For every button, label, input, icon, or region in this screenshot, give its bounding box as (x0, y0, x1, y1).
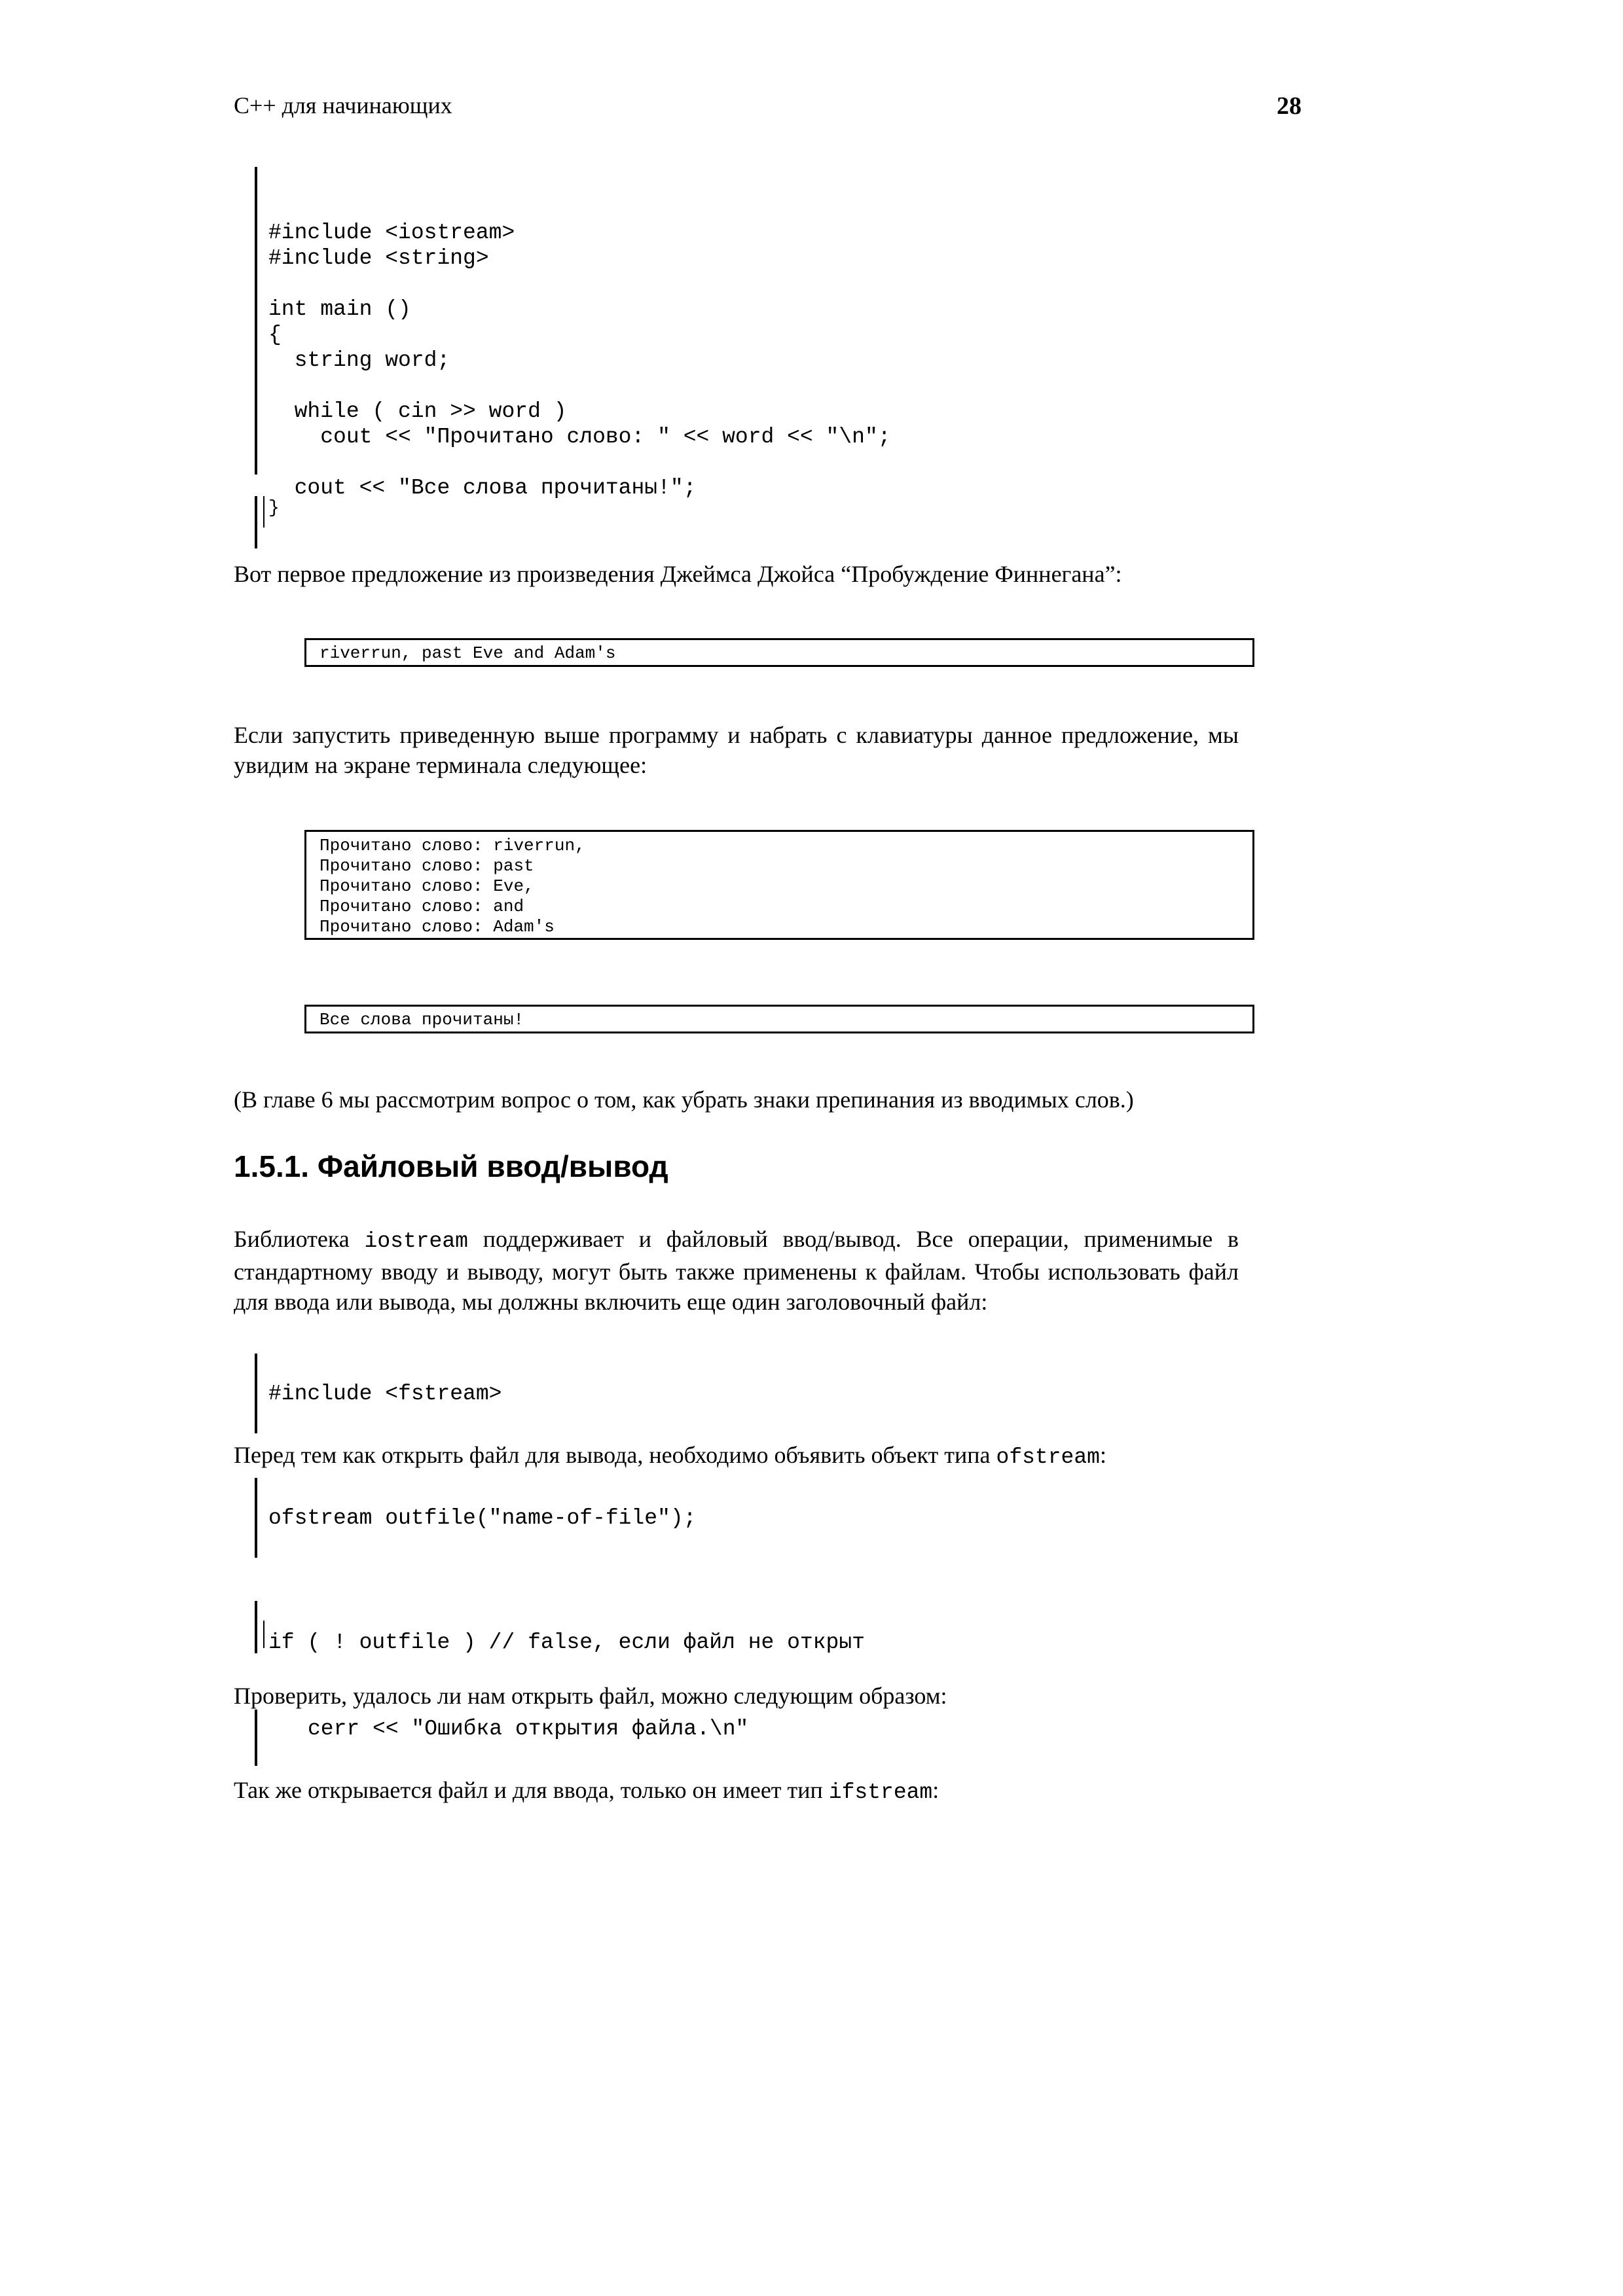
inline-code: ifstream (828, 1780, 933, 1804)
paragraph: (В главе 6 мы рассмотрим вопрос о том, как убрать знаки препинания из вводимых слов.) (234, 1086, 1134, 1113)
code-margin-bar-inner (263, 1621, 264, 1648)
output-line: Прочитано слово: past (319, 856, 534, 876)
output-line: Прочитано слово: riverrun, (319, 836, 585, 855)
paragraph-text: : (932, 1777, 939, 1803)
paragraph (234, 1775, 1239, 1808)
output-box-final (304, 1005, 1254, 1033)
output-text: Все слова прочитаны! (319, 1010, 524, 1030)
code-line (268, 271, 891, 296)
code-line: cout << "Прочитано слово: " << word << "\n"; (268, 425, 891, 449)
code-cerr: cerr << "Ошибка открытия файла.\n" (308, 1717, 749, 1741)
section-heading: 1.5.1. Файловый ввод/вывод (234, 1149, 668, 1183)
output-box-terminal (304, 830, 1254, 940)
code-line: string word; (268, 348, 450, 372)
output-line: Прочитано слово: and (319, 897, 524, 916)
code-block-main (268, 194, 891, 526)
code-line: { (268, 323, 282, 347)
code-line: #include <iostream> (268, 221, 515, 245)
paragraph-text: : (1099, 1442, 1106, 1468)
output-line: Прочитано слово: Eve, (319, 876, 534, 896)
output-box-sentence (304, 638, 1254, 667)
page-number: 28 (1277, 92, 1302, 120)
inline-code: ofstream (996, 1445, 1100, 1469)
paragraph (234, 1440, 1239, 1473)
code-if-outfile: if ( ! outfile ) // false, если файл не открыт (268, 1630, 865, 1655)
code-margin-bar (255, 496, 257, 548)
code-line (268, 450, 891, 475)
code-ofstream-decl: ofstream outfile("name-of-file"); (268, 1506, 697, 1530)
paragraph-text: Библиотека (234, 1226, 365, 1252)
paragraph-text: Перед тем как открыть файл для вывода, необходимо объявить объект типа (234, 1442, 996, 1468)
code-margin-bar-inner (263, 496, 264, 528)
running-title: C++ для начинающих (234, 92, 452, 118)
code-margin-bar (255, 1601, 257, 1653)
code-margin-bar (255, 167, 257, 475)
paragraph (234, 1224, 1239, 1317)
paragraph-text: поддерживает и файловый ввод/вывод. Все операции, применимые в стандартному вводу и выводу, могут быть также применены к файлам. Чтобы использовать файл для ввода или вывода, мы должны включить еще один заголовочный файл: (234, 1226, 1239, 1315)
paragraph: Проверить, удалось ли нам открыть файл, можно следующим образом: (234, 1683, 947, 1709)
code-margin-bar (255, 1354, 257, 1433)
code-margin-bar (255, 1710, 257, 1766)
paragraph: Если запустить приведенную выше программу и набрать с клавиатуры данное предложение, мы увидим на экране терминала следующее: (234, 722, 1239, 778)
output-text: riverrun, past Eve and Adam's (319, 643, 616, 663)
paragraph-text: Так же открывается файл и для ввода, только он имеет тип (234, 1777, 829, 1803)
output-line: Прочитано слово: Adam's (319, 917, 555, 937)
code-closing-brace: } (268, 498, 280, 518)
code-line: #include <string> (268, 246, 489, 270)
output-text (306, 832, 1252, 937)
paragraph: Вот первое предложение из произведения Джеймса Джойса “Пробуждение Финнегана”: (234, 561, 1122, 587)
code-include-fstream: #include <fstream> (268, 1382, 502, 1406)
inline-code: iostream (364, 1229, 468, 1253)
code-line (268, 373, 891, 399)
code-margin-bar (255, 1478, 257, 1558)
code-line: int main () (268, 297, 411, 321)
code-line: cout << "Все слова прочитаны!"; (268, 476, 697, 500)
code-line: while ( cin >> word ) (268, 399, 567, 423)
